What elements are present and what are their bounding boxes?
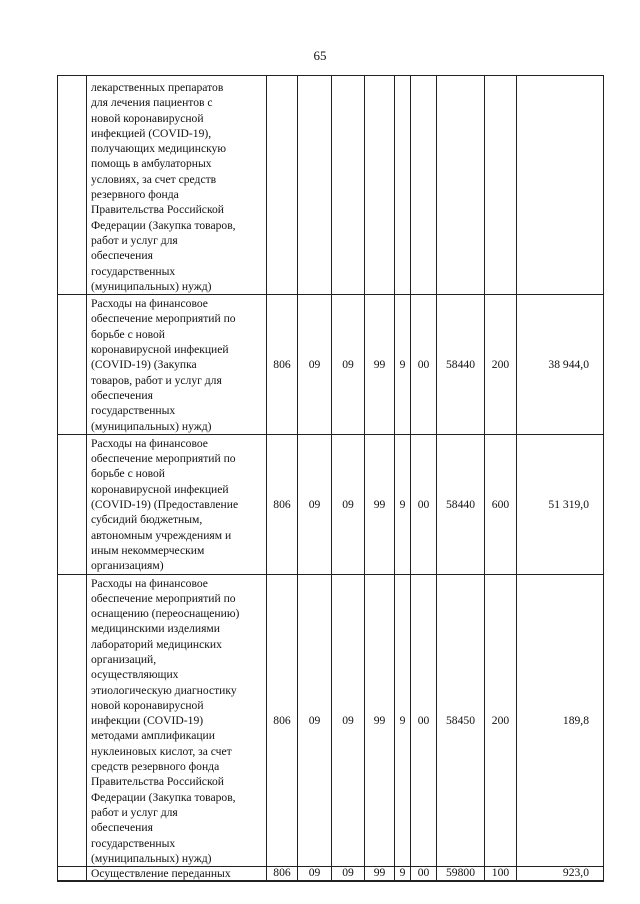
description-line: для лечения пациентов с bbox=[91, 96, 213, 110]
description-line: государственных bbox=[91, 404, 176, 418]
description-line: новой коронавирусной bbox=[91, 698, 204, 712]
subprogram-code-cell bbox=[395, 76, 411, 295]
description-line: новой коронавирусной bbox=[91, 111, 204, 125]
description-line: борьбе с новой bbox=[91, 467, 166, 481]
description-line: Федерации (Закупка товаров, bbox=[91, 218, 236, 232]
subprogram-code-cell: 9 bbox=[395, 867, 411, 882]
description-line: (муниципальных) нужд) bbox=[91, 419, 212, 433]
description-line: обеспечение мероприятий по bbox=[91, 312, 236, 326]
description-line: средств резервного фонда bbox=[91, 760, 220, 774]
subsection-code-cell bbox=[332, 76, 365, 295]
description-line: работ и услуг для bbox=[91, 233, 178, 247]
row-description bbox=[87, 76, 267, 295]
direction-code-cell: 59800 bbox=[437, 867, 485, 882]
ved-code-cell: 806 bbox=[267, 295, 298, 435]
direction-code-cell: 58450 bbox=[437, 574, 485, 867]
amount-cell: 51 319,0 bbox=[517, 434, 604, 574]
ved-code-cell: 806 bbox=[267, 434, 298, 574]
description-line: методами амплификации bbox=[91, 729, 215, 743]
description-line: государственных bbox=[91, 836, 176, 850]
amount-cell: 189,8 bbox=[517, 574, 604, 867]
table-row bbox=[58, 867, 604, 882]
description-line: борьбе с новой bbox=[91, 327, 166, 341]
program-code-cell: 99 bbox=[365, 295, 395, 435]
table-row bbox=[58, 434, 604, 574]
activity-code-cell: 00 bbox=[411, 574, 437, 867]
row-description bbox=[87, 295, 267, 435]
activity-code-cell bbox=[411, 76, 437, 295]
description-line: обеспечения bbox=[91, 249, 153, 263]
section-code-cell: 09 bbox=[298, 574, 332, 867]
section-code-cell bbox=[298, 76, 332, 295]
description-line: лекарственных препаратов bbox=[91, 81, 224, 94]
table-row bbox=[58, 574, 604, 867]
ved-code-cell bbox=[267, 76, 298, 295]
description-line: Расходы на финансовое bbox=[91, 576, 208, 590]
description-line: организаций, bbox=[91, 652, 157, 666]
description-line: (COVID-19) (Закупка bbox=[91, 358, 197, 372]
subsection-code-cell: 09 bbox=[332, 434, 365, 574]
amount-cell: 923,0 bbox=[517, 867, 604, 882]
description-line: получающих медицинскую bbox=[91, 142, 227, 156]
table-row bbox=[58, 295, 604, 435]
description-line: Расходы на финансовое bbox=[91, 297, 208, 311]
subsection-code-cell: 09 bbox=[332, 867, 365, 882]
amount-cell bbox=[517, 76, 604, 295]
description-line: обеспечения bbox=[91, 388, 153, 402]
section-code-cell: 09 bbox=[298, 867, 332, 882]
table-row bbox=[58, 76, 604, 295]
subsection-code-cell: 09 bbox=[332, 295, 365, 435]
description-line: организациям) bbox=[91, 559, 164, 573]
page-number: 65 bbox=[313, 48, 327, 63]
description-line: обеспечение мероприятий по bbox=[91, 452, 236, 466]
program-code-cell bbox=[365, 76, 395, 295]
description-line: Правительства Российской bbox=[91, 775, 224, 789]
description-line: условиях, за счет средств bbox=[91, 172, 217, 186]
description-line: резервного фонда bbox=[91, 188, 179, 202]
description-line: товаров, работ и услуг для bbox=[91, 373, 222, 387]
description-line: (муниципальных) нужд) bbox=[91, 851, 212, 865]
description-line: субсидий бюджетным, bbox=[91, 513, 203, 527]
subsection-code-cell: 09 bbox=[332, 574, 365, 867]
expense-type-cell bbox=[485, 76, 517, 295]
budget-table bbox=[57, 75, 604, 882]
description-line: Расходы на финансовое bbox=[91, 436, 208, 450]
description-line: автономным учреждениям и bbox=[91, 528, 232, 542]
direction-code-cell: 58440 bbox=[437, 434, 485, 574]
expense-type-cell: 200 bbox=[485, 574, 517, 867]
empty-number-cell bbox=[58, 574, 87, 867]
description-line: лабораторий медицинских bbox=[91, 637, 222, 651]
row-description bbox=[87, 434, 267, 574]
description-line: инфекции (COVID-19) bbox=[91, 714, 204, 728]
description-line: оснащению (переоснащению) bbox=[91, 607, 240, 621]
subprogram-code-cell: 9 bbox=[395, 295, 411, 435]
program-code-cell: 99 bbox=[365, 434, 395, 574]
description-line: Осуществление переданных bbox=[91, 867, 231, 881]
program-code-cell: 99 bbox=[365, 867, 395, 882]
description-line: (муниципальных) нужд) bbox=[91, 279, 212, 293]
description-line: Правительства Российской bbox=[91, 203, 224, 217]
description-line: Федерации (Закупка товаров, bbox=[91, 790, 236, 804]
expense-type-cell: 100 bbox=[485, 867, 517, 882]
section-code-cell: 09 bbox=[298, 295, 332, 435]
subprogram-code-cell: 9 bbox=[395, 434, 411, 574]
activity-code-cell: 00 bbox=[411, 295, 437, 435]
activity-code-cell: 00 bbox=[411, 434, 437, 574]
empty-number-cell bbox=[58, 434, 87, 574]
description-line: коронавирусной инфекцией bbox=[91, 343, 229, 357]
row-description bbox=[87, 574, 267, 867]
expense-type-cell: 600 bbox=[485, 434, 517, 574]
expense-type-cell: 200 bbox=[485, 295, 517, 435]
empty-number-cell bbox=[58, 76, 87, 295]
description-line: инфекцией (COVID-19), bbox=[91, 126, 212, 140]
empty-number-cell bbox=[58, 867, 87, 882]
section-code-cell: 09 bbox=[298, 434, 332, 574]
program-code-cell: 99 bbox=[365, 574, 395, 867]
row-description bbox=[87, 867, 267, 882]
empty-number-cell bbox=[58, 295, 87, 435]
activity-code-cell: 00 bbox=[411, 867, 437, 882]
ved-code-cell: 806 bbox=[267, 574, 298, 867]
amount-cell: 38 944,0 bbox=[517, 295, 604, 435]
description-line: (COVID-19) (Предоставление bbox=[91, 498, 239, 512]
description-line: коронавирусной инфекцией bbox=[91, 482, 229, 496]
direction-code-cell bbox=[437, 76, 485, 295]
description-line: работ и услуг для bbox=[91, 805, 178, 819]
description-line: обеспечение мероприятий по bbox=[91, 591, 236, 605]
direction-code-cell: 58440 bbox=[437, 295, 485, 435]
description-line: этиологическую диагностику bbox=[91, 683, 237, 697]
description-line: государственных bbox=[91, 264, 176, 278]
subprogram-code-cell: 9 bbox=[395, 574, 411, 867]
description-line: нуклеиновых кислот, за счет bbox=[91, 744, 232, 758]
description-line: медицинскими изделиями bbox=[91, 622, 220, 636]
ved-code-cell: 806 bbox=[267, 867, 298, 882]
description-line: помощь в амбулаторных bbox=[91, 157, 212, 171]
description-line: осуществляющих bbox=[91, 668, 179, 682]
description-line: иным некоммерческим bbox=[91, 543, 205, 557]
description-line: обеспечения bbox=[91, 821, 153, 835]
